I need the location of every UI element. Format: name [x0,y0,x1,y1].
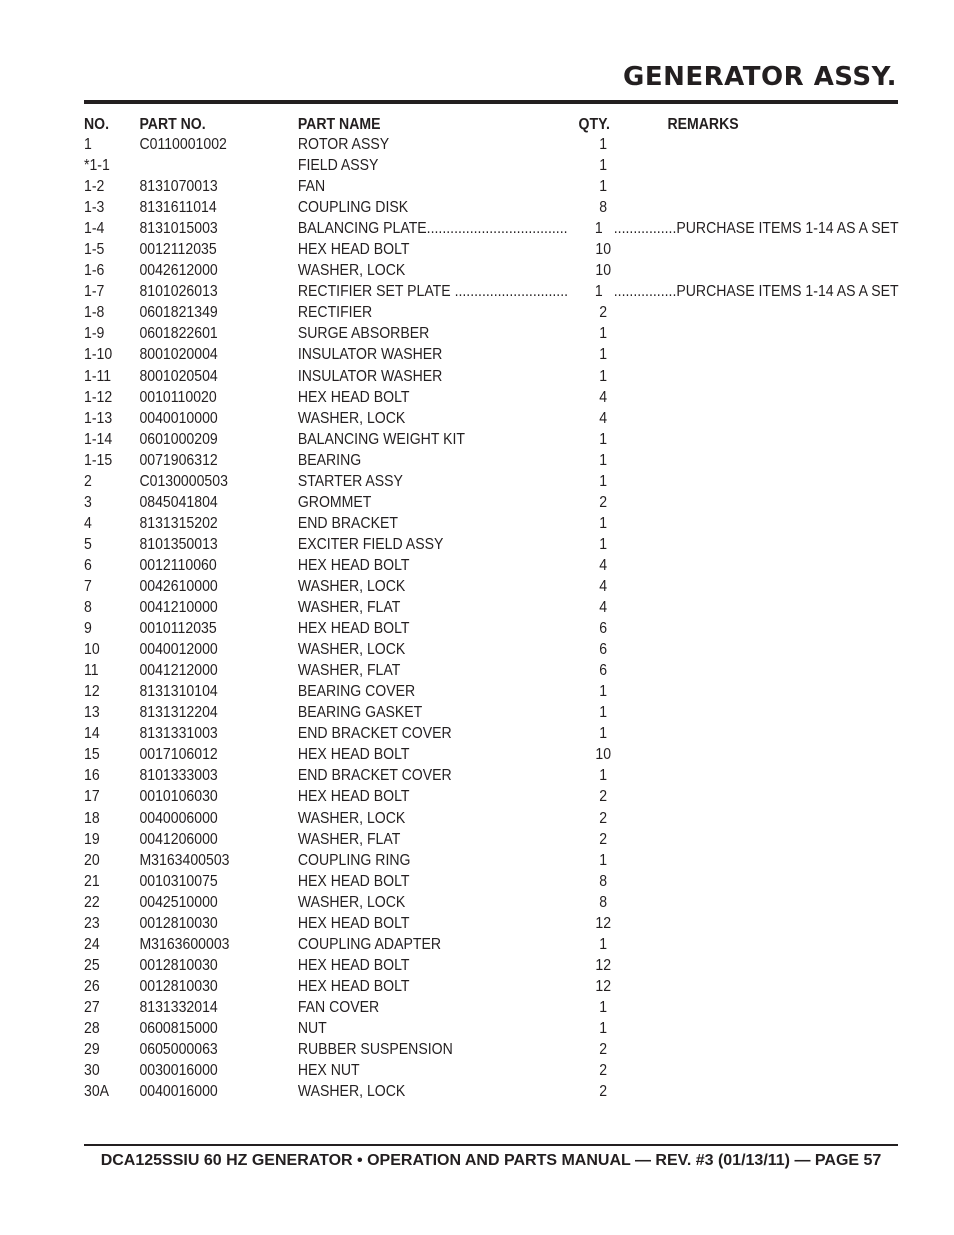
part-name: BEARING GASKET [297,704,423,722]
item-no: 22 [84,893,100,911]
table-row [84,681,814,702]
item-no: 24 [84,935,100,953]
part-name: INSULATOR WASHER [297,346,443,364]
part-number: 8101026013 [139,283,218,301]
part-number: 0010310075 [139,872,218,890]
part-number: 8131310104 [139,683,218,701]
table-row [84,302,814,323]
header-qty: QTY. [578,116,610,133]
part-number: 0010106030 [139,788,218,806]
quantity: 8 [599,199,608,217]
item-no: 26 [84,977,100,995]
parts-table [84,114,914,1102]
part-name: RUBBER SUSPENSION [297,1041,453,1059]
table-row [84,534,814,555]
part-name: HEX NUT [297,1062,360,1080]
item-no: 28 [84,1019,100,1037]
part-number: 0042510000 [139,893,218,911]
table-row [84,955,814,976]
quantity: 1 [599,430,608,448]
table-row [84,1060,814,1081]
item-no: 18 [84,809,100,827]
quantity: 1 [599,935,608,953]
table-row [84,471,814,492]
table-row [84,1039,814,1060]
part-name: WASHER, LOCK [297,809,406,827]
item-no: 1-12 [84,388,113,406]
part-number: 8131312204 [139,704,218,722]
table-row [84,808,814,829]
table-row [84,786,814,807]
part-number: 8131331003 [139,725,218,743]
item-no: 19 [84,830,100,848]
quantity: 2 [599,788,608,806]
quantity: 1 [599,767,608,785]
part-name: EXCITER FIELD ASSY [297,535,444,553]
title-rule [84,100,898,104]
part-name: NUT [297,1019,327,1037]
table-row [84,218,899,239]
part-number: 0600815000 [139,1019,218,1037]
part-number: 8131015003 [139,220,218,238]
part-number: 0012810030 [139,914,218,932]
item-no: 20 [84,851,100,869]
quantity: 12 [595,914,612,932]
item-no: 1-13 [84,409,113,427]
part-number: 0010110020 [139,388,217,406]
item-no: 13 [84,704,100,722]
table-row [84,871,814,892]
part-number: 0012112035 [139,241,217,259]
quantity: 1 [599,683,608,701]
table-row [84,576,814,597]
item-no: 17 [84,788,100,806]
item-no: 1-10 [84,346,113,364]
quantity: 1 [599,178,608,196]
part-number: 0017106012 [139,746,218,764]
part-number: M3163400503 [139,851,230,869]
quantity: 1 [599,998,608,1016]
table-row [84,513,814,534]
item-no: 6 [84,556,92,574]
quantity: 10 [595,746,612,764]
part-number: 8001020504 [139,367,218,385]
part-name: GROMMET [297,493,372,511]
quantity: 2 [599,1062,608,1080]
header-remarks: REMARKS [667,116,739,133]
item-no: 4 [84,514,92,532]
quantity: 2 [599,304,608,322]
part-name: COUPLING ADAPTER [297,935,442,953]
table-row [84,765,814,786]
quantity: 12 [595,956,612,974]
part-name: END BRACKET COVER [297,767,452,785]
table-row [84,450,814,471]
quantity: 4 [599,556,608,574]
quantity: 4 [599,388,608,406]
part-name: WASHER, LOCK [297,641,406,659]
item-no: 1-11 [84,367,112,385]
item-no: 16 [84,767,100,785]
part-number: 0040010000 [139,409,218,427]
table-row [84,660,814,681]
part-name: WASHER, LOCK [297,893,406,911]
part-name: BEARING [297,451,362,469]
item-no: 1-2 [84,178,105,196]
item-no: 27 [84,998,100,1016]
item-no: 1-5 [84,241,105,259]
part-number: 0012810030 [139,956,218,974]
quantity: 1 [599,725,608,743]
quantity: 6 [599,662,608,680]
quantity: 6 [599,641,608,659]
table-row [84,850,814,871]
part-name: HEX HEAD BOLT [297,977,410,995]
item-no: 1-9 [84,325,105,343]
part-number: M3163600003 [139,935,230,953]
part-name: BEARING COVER [297,683,416,701]
quantity: 1 [599,1019,608,1037]
part-number: 0845041804 [139,493,218,511]
part-number: 0601822601 [139,325,218,343]
table-row [84,429,814,450]
page-title: GENERATOR ASSY. [623,62,897,92]
table-row [84,239,814,260]
quantity: 10 [595,262,612,280]
item-no: 14 [84,725,100,743]
quantity: 4 [599,409,608,427]
table-row [84,260,814,281]
part-number: 8131070013 [139,178,218,196]
quantity: 1 [599,451,608,469]
table-row [84,618,814,639]
header-part-name: PART NAME [297,116,381,133]
part-number: 8131315202 [139,514,218,532]
quantity: 1 [599,136,608,153]
part-number: 0030016000 [139,1062,218,1080]
item-no: 30 [84,1062,100,1080]
quantity: 4 [599,599,608,617]
table-row [84,155,814,176]
item-no: 1-15 [84,451,113,469]
table-row [84,934,814,955]
part-number: 0041210000 [139,599,218,617]
item-no: 15 [84,746,100,764]
quantity: 1 [599,704,608,722]
item-no: 21 [84,872,100,890]
item-no: 1-14 [84,430,113,448]
part-name: WASHER, LOCK [297,1083,406,1101]
quantity: 1 [599,346,608,364]
table-row [84,408,814,429]
part-name: BALANCING PLATE.................................... [297,220,568,238]
item-no: 5 [84,535,92,553]
table-row [84,597,814,618]
part-name: END BRACKET [297,514,398,532]
part-number: 0041206000 [139,830,218,848]
quantity: 1 [599,514,608,532]
part-number: 0012810030 [139,977,218,995]
header-no: NO. [84,116,110,133]
part-number: 0040016000 [139,1083,218,1101]
item-no: 10 [84,641,100,659]
quantity: 12 [595,977,612,995]
table-header [84,114,814,134]
part-number: 0601000209 [139,430,218,448]
quantity: 2 [599,493,608,511]
quantity: 1 [599,325,608,343]
part-number: 8101333003 [139,767,218,785]
item-no: 1-6 [84,262,105,280]
table-row [84,892,814,913]
part-number: 0040006000 [139,809,218,827]
quantity: 1 [599,535,608,553]
table-row [84,197,814,218]
item-no: 1-3 [84,199,105,217]
quantity: 1 [594,283,603,301]
item-no: 2 [84,472,92,490]
part-number: 8131332014 [139,998,218,1016]
part-name: END BRACKET COVER [297,725,452,743]
item-no: 3 [84,493,92,511]
item-no: 12 [84,683,100,701]
part-name: FAN COVER [297,998,380,1016]
part-number: 0012110060 [139,556,217,574]
part-name: FIELD ASSY [297,157,379,175]
page-footer: DCA125SSIU 60 HZ GENERATOR • OPERATION AND PARTS MANUAL — REV. #3 (01/13/11) — PAGE 57 [100,1152,882,1169]
quantity: 1 [594,220,603,238]
table-row [84,134,814,155]
item-no: 23 [84,914,100,932]
part-name: WASHER, LOCK [297,409,406,427]
part-name: HEX HEAD BOLT [297,872,410,890]
part-number: 8001020004 [139,346,218,364]
table-row [84,639,814,660]
part-number: 0605000063 [139,1041,218,1059]
part-number: 0042610000 [139,577,218,595]
item-no: 1-4 [84,220,105,238]
quantity: 2 [599,809,608,827]
table-row [84,976,814,997]
part-name: HEX HEAD BOLT [297,746,410,764]
quantity: 1 [599,472,608,490]
quantity: 1 [599,157,608,175]
table-row [84,829,814,850]
header-part-no: PART NO. [139,116,206,133]
remarks: ................PURCHASE ITEMS 1-14 AS A SET [613,283,899,301]
quantity: 8 [599,893,608,911]
part-name: FAN [297,178,326,196]
part-name: HEX HEAD BOLT [297,914,410,932]
part-name: WASHER, LOCK [297,577,406,595]
part-name: SURGE ABSORBER [297,325,430,343]
quantity: 2 [599,830,608,848]
part-number: C0110001002 [139,136,227,153]
table-row [84,323,814,344]
part-name: HEX HEAD BOLT [297,620,410,638]
part-number: 0010112035 [139,620,217,638]
part-name: HEX HEAD BOLT [297,241,410,259]
item-no: 30A [84,1083,110,1101]
part-number: C0130000503 [139,472,228,490]
part-name: ROTOR ASSY [297,136,390,153]
part-name: RECTIFIER [297,304,373,322]
table-row [84,997,814,1018]
part-number: 0601821349 [139,304,218,322]
table-row [84,555,814,576]
part-number: 0071906312 [139,451,218,469]
item-no: 1-8 [84,304,105,322]
part-number: 0042612000 [139,262,218,280]
part-number: 0040012000 [139,641,218,659]
item-no: *1-1 [84,157,110,175]
part-number: 8131611014 [139,199,217,217]
part-name: HEX HEAD BOLT [297,788,410,806]
table-row [84,387,814,408]
table-row [84,723,814,744]
item-no: 1 [84,136,92,153]
item-no: 8 [84,599,92,617]
table-body [84,134,914,1102]
item-no: 25 [84,956,100,974]
part-number: 8101350013 [139,535,218,553]
part-name: STARTER ASSY [297,472,403,490]
part-name: COUPLING RING [297,851,411,869]
item-no: 9 [84,620,92,638]
part-name: WASHER, LOCK [297,262,406,280]
table-row [84,1018,814,1039]
table-row [84,176,814,197]
quantity: 8 [599,872,608,890]
item-no: 11 [84,662,99,680]
table-row [84,913,814,934]
quantity: 2 [599,1041,608,1059]
item-no: 1-7 [84,283,105,301]
table-row [84,702,814,723]
part-name: INSULATOR WASHER [297,367,443,385]
table-row [84,1081,814,1102]
item-no: 7 [84,577,92,595]
table-row [84,281,899,302]
footer-rule [84,1144,898,1146]
quantity: 6 [599,620,608,638]
table-row [84,492,814,513]
part-name: WASHER, FLAT [297,830,401,848]
remarks: ................PURCHASE ITEMS 1-14 AS A SET [613,220,899,238]
part-number: 0041212000 [139,662,218,680]
part-name: BALANCING WEIGHT KIT [297,430,465,448]
part-name: HEX HEAD BOLT [297,556,410,574]
part-name: RECTIFIER SET PLATE ............................. [297,283,569,301]
quantity: 10 [595,241,612,259]
item-no: 29 [84,1041,100,1059]
part-name: WASHER, FLAT [297,599,401,617]
table-row [84,344,814,365]
table-row [84,366,814,387]
part-name: COUPLING DISK [297,199,409,217]
quantity: 4 [599,577,608,595]
part-name: WASHER, FLAT [297,662,401,680]
part-name: HEX HEAD BOLT [297,388,410,406]
quantity: 2 [599,1083,608,1101]
table-row [84,744,814,765]
quantity: 1 [599,367,608,385]
part-name: HEX HEAD BOLT [297,956,410,974]
quantity: 1 [599,851,608,869]
